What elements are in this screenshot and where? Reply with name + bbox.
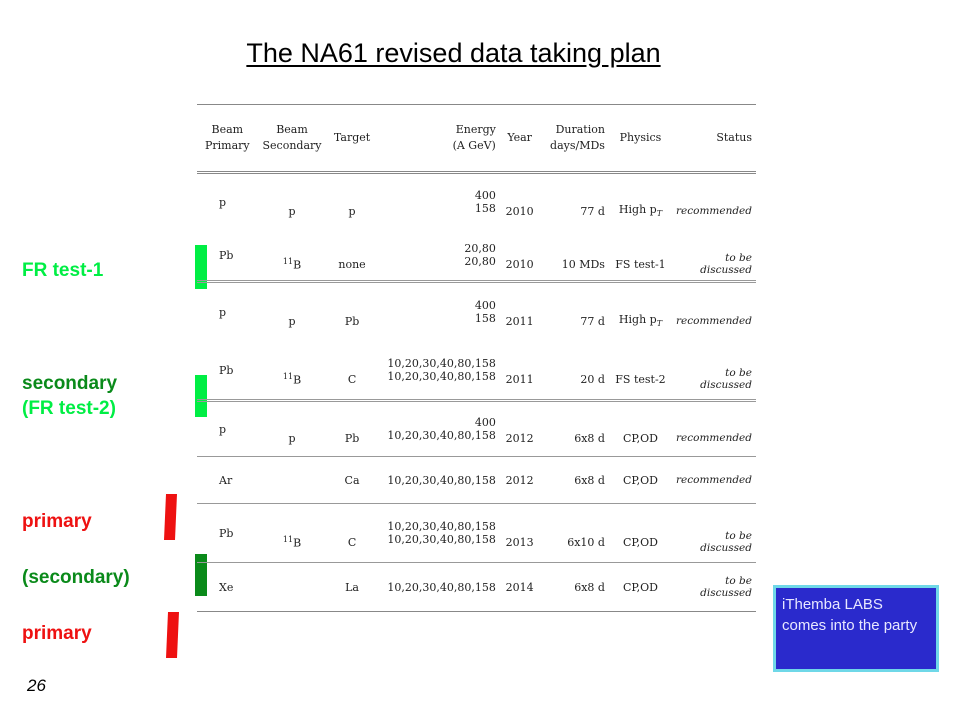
cell-primary: Pb [219, 248, 234, 262]
cell-energy-bottom: 20,80 [464, 255, 496, 268]
secondary-text: B [293, 536, 302, 550]
cell-target: none [338, 257, 366, 271]
header-beam-secondary-2: Secondary [262, 139, 322, 152]
physics-subscript: T [656, 319, 663, 329]
cell-secondary: p [288, 314, 296, 328]
cell-energy [378, 230, 500, 282]
header-physics: Physics [619, 131, 662, 144]
cell-duration: 6x10 d [567, 535, 605, 549]
cell-secondary: p [288, 204, 296, 218]
isotope-superscript: 11 [282, 256, 294, 266]
cell-physics: CP,OD [623, 431, 658, 445]
cell-energy-bottom: 10,20,30,40,80,158 [387, 370, 496, 383]
table-header-row [197, 105, 756, 173]
cell-duration: 20 d [580, 372, 605, 386]
cell-year: 2011 [505, 372, 534, 386]
cell-target: C [347, 372, 357, 386]
cell-year: 2011 [505, 314, 534, 328]
red-bar-xe [164, 612, 182, 658]
cell-physics: CP,OD [623, 535, 658, 549]
cell-primary: p [219, 195, 227, 209]
header-year: Year [507, 131, 532, 144]
cell-energy-top: 400 [474, 189, 496, 202]
cell-duration: 6x8 d [574, 473, 605, 487]
header-target: Target [333, 131, 371, 144]
table-row [197, 401, 756, 457]
label-secondary-paren: (secondary) [22, 567, 130, 588]
cell-primary: Xe [219, 580, 234, 594]
physics-text: High p [618, 203, 657, 217]
cell-status: recommended [676, 474, 752, 486]
cell-physics: CP,OD [623, 473, 658, 487]
cell-secondary [258, 341, 327, 401]
isotope-superscript: 11 [282, 371, 294, 381]
page-number: 26 [27, 676, 46, 695]
cell-target: Ca [344, 473, 360, 487]
cell-primary: Pb [219, 363, 234, 377]
cell-primary: Ar [219, 473, 233, 487]
cell-energy: 10,20,30,40,80,158 [387, 473, 496, 487]
cell-status: to be discussed [700, 575, 752, 599]
cell-energy [378, 341, 500, 401]
slide-title: The NA61 revised data taking plan [246, 38, 661, 68]
cell-year: 2010 [505, 257, 534, 271]
cell-physics [609, 173, 672, 231]
physics-text: High p [618, 313, 657, 327]
cell-energy-top: 400 [474, 299, 496, 312]
cell-energy [378, 282, 500, 342]
cell-target: La [345, 580, 359, 594]
cell-secondary: p [288, 431, 296, 445]
cell-energy [378, 401, 500, 457]
cell-year: 2013 [505, 535, 534, 549]
table-row [197, 504, 756, 563]
isotope-superscript: 11 [282, 534, 294, 544]
cell-duration: 77 d [580, 314, 605, 328]
cell-energy-bottom: 158 [474, 312, 496, 325]
cell-year: 2010 [505, 204, 534, 218]
cell-energy-bottom: 10,20,30,40,80,158 [387, 429, 496, 442]
cell-target: C [347, 535, 357, 549]
cell-physics: FS test-2 [615, 372, 666, 386]
cell-physics [609, 282, 672, 342]
cell-energy [378, 173, 500, 231]
table-row [197, 457, 756, 504]
cell-year: 2012 [505, 473, 534, 487]
cell-duration: 6x8 d [574, 431, 605, 445]
ithemba-note-box: iThemba LABS comes into the party [773, 585, 939, 672]
header-status: Status [716, 131, 752, 144]
cell-secondary [258, 563, 327, 612]
cell-primary: Pb [219, 526, 234, 540]
cell-status: to be discussed [700, 530, 752, 554]
cell-physics: CP,OD [623, 580, 658, 594]
cell-primary: p [219, 305, 227, 319]
cell-status: recommended [676, 315, 752, 327]
label-primary-2: primary [22, 623, 92, 644]
table-row [197, 341, 756, 401]
cell-duration: 77 d [580, 204, 605, 218]
cell-year: 2012 [505, 431, 534, 445]
cell-duration: 10 MDs [561, 257, 605, 271]
physics-subscript: T [656, 209, 663, 219]
header-beam-primary-1: Beam [211, 123, 244, 136]
cell-energy-top: 20,80 [464, 242, 496, 255]
header-beam-secondary-1: Beam [276, 123, 308, 136]
cell-secondary [258, 504, 327, 563]
cell-status: recommended [676, 205, 752, 217]
cell-energy-bottom: 158 [474, 202, 496, 215]
cell-energy-top: 10,20,30,40,80,158 [387, 520, 496, 533]
cell-physics: FS test-1 [615, 257, 666, 271]
table-row [197, 230, 756, 282]
secondary-text: B [293, 258, 302, 272]
red-bar-ar [162, 494, 180, 540]
header-energy-2: (A GeV) [452, 139, 496, 152]
table-row [197, 563, 756, 612]
table-row [197, 173, 756, 231]
cell-primary: p [219, 422, 227, 436]
label-secondary: secondary [22, 373, 118, 394]
cell-energy [378, 504, 500, 563]
label-fr-test-1: FR test-1 [22, 260, 104, 281]
header-duration-1: Duration [555, 123, 605, 136]
label-fr-test-2: (FR test-2) [22, 398, 116, 419]
cell-energy-top: 400 [474, 416, 496, 429]
header-energy-1: Energy [455, 123, 496, 136]
cell-year: 2014 [505, 580, 534, 594]
cell-energy: 10,20,30,40,80,158 [387, 580, 496, 594]
cell-target: p [348, 204, 356, 218]
secondary-text: B [293, 373, 302, 387]
data-taking-plan-table [197, 104, 756, 612]
cell-energy-top: 10,20,30,40,80,158 [387, 357, 496, 370]
label-primary-1: primary [22, 511, 92, 532]
cell-status: to be discussed [700, 252, 752, 276]
cell-energy-bottom: 10,20,30,40,80,158 [387, 533, 496, 546]
cell-secondary [258, 457, 327, 504]
cell-duration: 6x8 d [574, 580, 605, 594]
cell-target: Pb [344, 431, 360, 445]
cell-target: Pb [344, 314, 360, 328]
header-beam-primary-2: Primary [204, 139, 250, 152]
cell-secondary [258, 230, 327, 282]
cell-status: recommended [676, 432, 752, 444]
cell-status: to be discussed [700, 367, 752, 391]
table-row [197, 282, 756, 342]
header-duration-2: days/MDs [550, 139, 605, 152]
